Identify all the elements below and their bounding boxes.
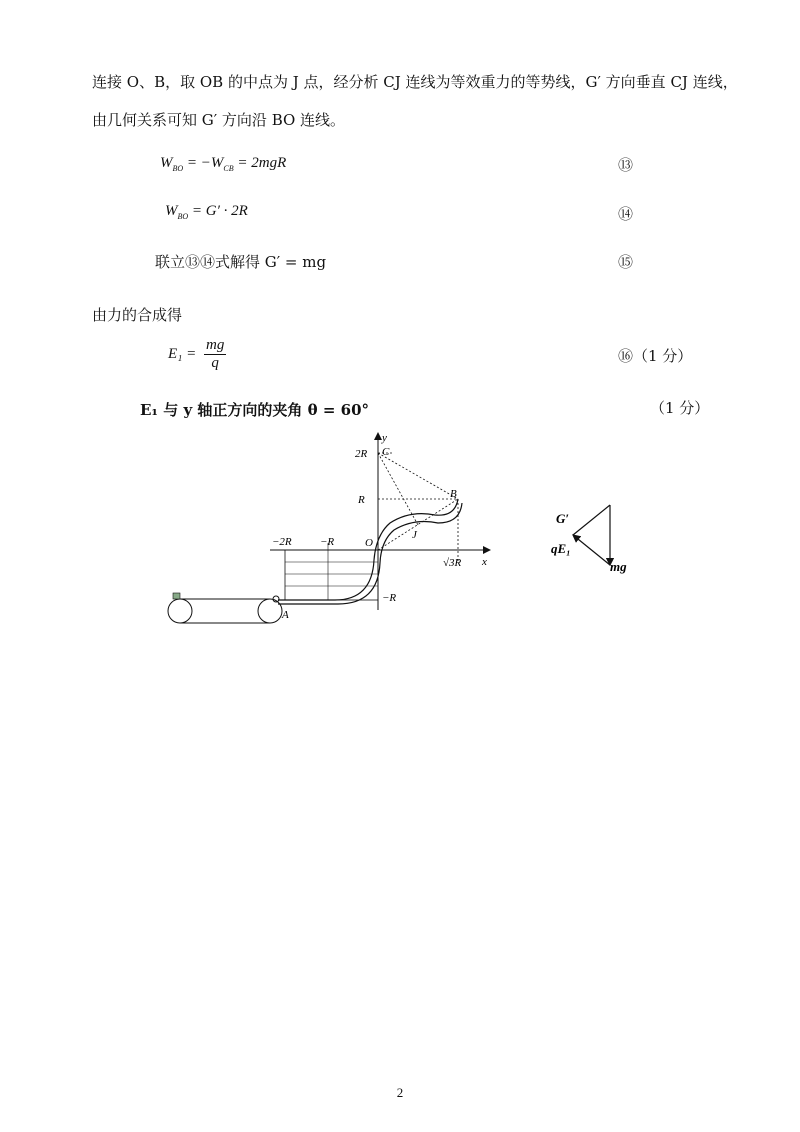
fraction-mg-over-q: $\frac{mg}{q}$: [206, 337, 225, 371]
label-qE: qE₁: [551, 541, 571, 556]
x-axis-label: x: [482, 556, 487, 568]
line-CB: [378, 453, 458, 499]
block: [173, 593, 180, 599]
track-inner: [278, 503, 462, 604]
label-O: O: [365, 537, 373, 549]
text-line-1: 连接 O、B，取 OB 的中点为 J 点，经分析 CJ 连线为等效重力的等势线，G′ 方向垂直 CJ 连线，: [92, 73, 738, 91]
equation-16: E₁ = $\frac{mg}{q}$: [168, 337, 225, 371]
equation-13: $W_{BO} = -W_{CB} = 2mgR$: [160, 155, 287, 173]
field-region: [285, 550, 378, 600]
label-C: C: [382, 446, 390, 458]
force-triangle: [548, 495, 648, 580]
conveyor-wheel-right: [258, 599, 282, 623]
conveyor-wheel-left: [168, 599, 192, 623]
text-line-force: 由力的合成得: [92, 306, 183, 324]
score-mark: （1 分）: [650, 399, 710, 417]
label-J: J: [412, 529, 417, 541]
g-prime-vector: [573, 505, 610, 535]
label-B: B: [450, 488, 457, 500]
equation-number-13: ⑬: [618, 156, 634, 174]
label-negR: −R: [320, 536, 335, 548]
text-line-angle: E₁ 与 y 轴正方向的夹角 θ = 60°: [140, 401, 369, 419]
equation-number-16: ⑯（1 分）: [618, 347, 693, 365]
label-G-prime: G′: [556, 511, 570, 526]
page-number: 2: [396, 1085, 404, 1100]
label-2R: 2R: [355, 448, 368, 460]
equation-15: 联立⑬⑭式解得 G′ = mg: [155, 253, 327, 271]
label-R: R: [358, 494, 365, 506]
y-axis-label: y: [382, 432, 387, 444]
equation-14: $W_{BO} = G' \cdot 2R$: [165, 203, 248, 221]
label-negR-y: −R: [382, 592, 397, 604]
label-A: A: [282, 609, 289, 621]
label-mg: mg: [610, 559, 627, 574]
label-neg2R: −2R: [272, 536, 292, 548]
coordinate-diagram: [160, 425, 510, 630]
qE-vector: [573, 535, 610, 565]
label-sqrt3R: √3R: [443, 557, 462, 569]
equation-number-15: ⑮: [618, 253, 634, 271]
text-line-2: 由几何关系可知 G′ 方向沿 BO 连线。: [92, 111, 346, 129]
equation-number-14: ⑭: [618, 205, 634, 223]
